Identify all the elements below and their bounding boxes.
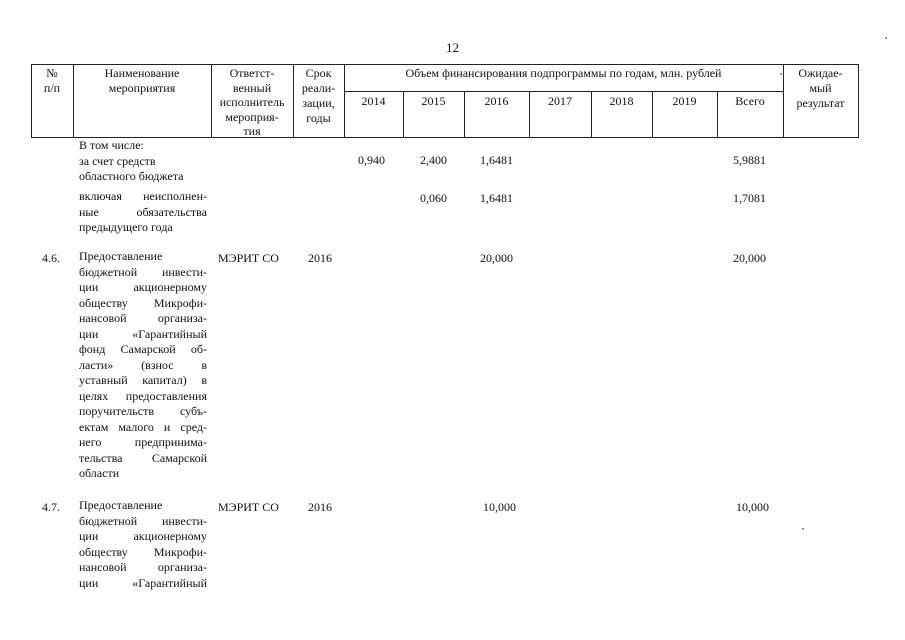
value-total: 10,000 xyxy=(736,500,769,514)
text-line: ласти» (взнос в xyxy=(79,357,207,372)
header-year-2019: 2019 xyxy=(672,94,697,108)
header-responsible xyxy=(211,66,293,139)
text-line: бюджетной инвести- xyxy=(79,513,207,528)
text-line: включая неисполнен- xyxy=(79,189,207,203)
text-line: него предпринима- xyxy=(79,435,207,449)
header-responsible-line: венный xyxy=(232,80,272,95)
header-term-line: годы xyxy=(306,111,331,125)
text-line: бюджетной инвести- xyxy=(79,264,207,279)
value-2016: 1,6481 xyxy=(480,191,513,205)
page-number: 12 xyxy=(446,40,459,55)
value-total: 20,000 xyxy=(733,251,766,265)
header-year-2018: 2018 xyxy=(609,94,634,108)
text-line: области xyxy=(79,466,120,480)
header-name-line: Наименование xyxy=(104,66,180,80)
scan-speck xyxy=(780,73,782,75)
scan-speck xyxy=(802,528,804,530)
value-2016: 1,6481 xyxy=(480,153,513,167)
text-line: обществу Микрофи- xyxy=(79,295,207,310)
header-year-2014: 2014 xyxy=(361,94,386,108)
text-line: фонд Самарской об- xyxy=(79,342,207,356)
implementation-term: 2016 xyxy=(308,500,332,514)
header-responsible-line: тия xyxy=(243,124,261,138)
header-year-2015: 2015 xyxy=(421,94,446,108)
header-responsible-line: исполнитель xyxy=(219,95,285,109)
value-total: 1,7081 xyxy=(733,191,766,205)
header-responsible-line: Ответст- xyxy=(229,66,275,80)
header-num-line: № xyxy=(46,66,58,80)
text-line: ции акционерному xyxy=(79,280,207,294)
row-4-7-text xyxy=(79,498,207,591)
row-number: 4.7. xyxy=(42,500,60,514)
header-total: Всего xyxy=(735,94,765,108)
row-number: 4.6. xyxy=(42,251,60,265)
header-responsible-line: мероприя- xyxy=(225,109,279,124)
implementation-term: 2016 xyxy=(308,251,332,265)
text-line: обществу Микрофи- xyxy=(79,544,207,559)
header-result-line: Ожидае- xyxy=(798,66,843,80)
value-2015: 0,060 xyxy=(420,191,447,205)
text-line: за счет средств xyxy=(79,153,156,168)
text-line: Предоставление xyxy=(79,498,163,512)
header-result-line: результат xyxy=(796,96,845,110)
header-funding: Объем финансирования подпрограммы по годам, млн. рублей xyxy=(405,66,722,80)
value-2014: 0,940 xyxy=(358,153,385,167)
header-result-line: мый xyxy=(809,81,832,95)
row-obligations-text xyxy=(79,189,207,236)
text-line: ции «Гарантийный xyxy=(79,326,207,341)
scan-speck xyxy=(885,37,887,39)
header-term-line: реали- xyxy=(301,81,336,95)
text-line: нансовой организа- xyxy=(79,311,207,325)
header-num-line: п/п xyxy=(43,81,61,95)
text-line: ции «Гарантийный xyxy=(79,575,207,590)
row-4-6-text xyxy=(79,249,207,482)
header-year-2017: 2017 xyxy=(548,94,572,108)
text-line: Предоставление xyxy=(79,249,163,263)
header-term-line: зации, xyxy=(302,96,335,110)
value-2016: 10,000 xyxy=(483,500,516,514)
text-line: целях предоставления xyxy=(79,388,207,403)
header-name xyxy=(73,66,211,96)
text-line: тельства Самарской xyxy=(79,450,207,465)
value-2016: 20,000 xyxy=(480,251,513,265)
header-term-line: Срок xyxy=(305,66,332,80)
responsible-executor: МЭРИТ СО xyxy=(218,251,279,265)
text-line: ектам малого и сред- xyxy=(79,419,207,434)
text-line: нансовой организа- xyxy=(79,560,207,574)
value-2015: 2,400 xyxy=(420,153,447,167)
text-line: уставный капитал) в xyxy=(79,373,207,387)
text-line: ные обязательства xyxy=(79,204,207,219)
header-term xyxy=(293,66,344,126)
header-name-line: мероприятия xyxy=(108,81,176,95)
header-num xyxy=(31,66,73,96)
text-line: ции акционерному xyxy=(79,529,207,543)
value-total: 5,9881 xyxy=(733,153,766,167)
text-line: областного бюджета xyxy=(79,169,184,183)
responsible-executor: МЭРИТ СО xyxy=(218,500,279,514)
text-line: поручительств субъ- xyxy=(79,404,207,418)
text-line: предыдущего года xyxy=(79,220,173,234)
row-regional-budget-text xyxy=(79,138,209,185)
header-year-2016: 2016 xyxy=(484,94,509,108)
header-result xyxy=(783,66,858,111)
text-line: В том числе: xyxy=(79,138,144,152)
